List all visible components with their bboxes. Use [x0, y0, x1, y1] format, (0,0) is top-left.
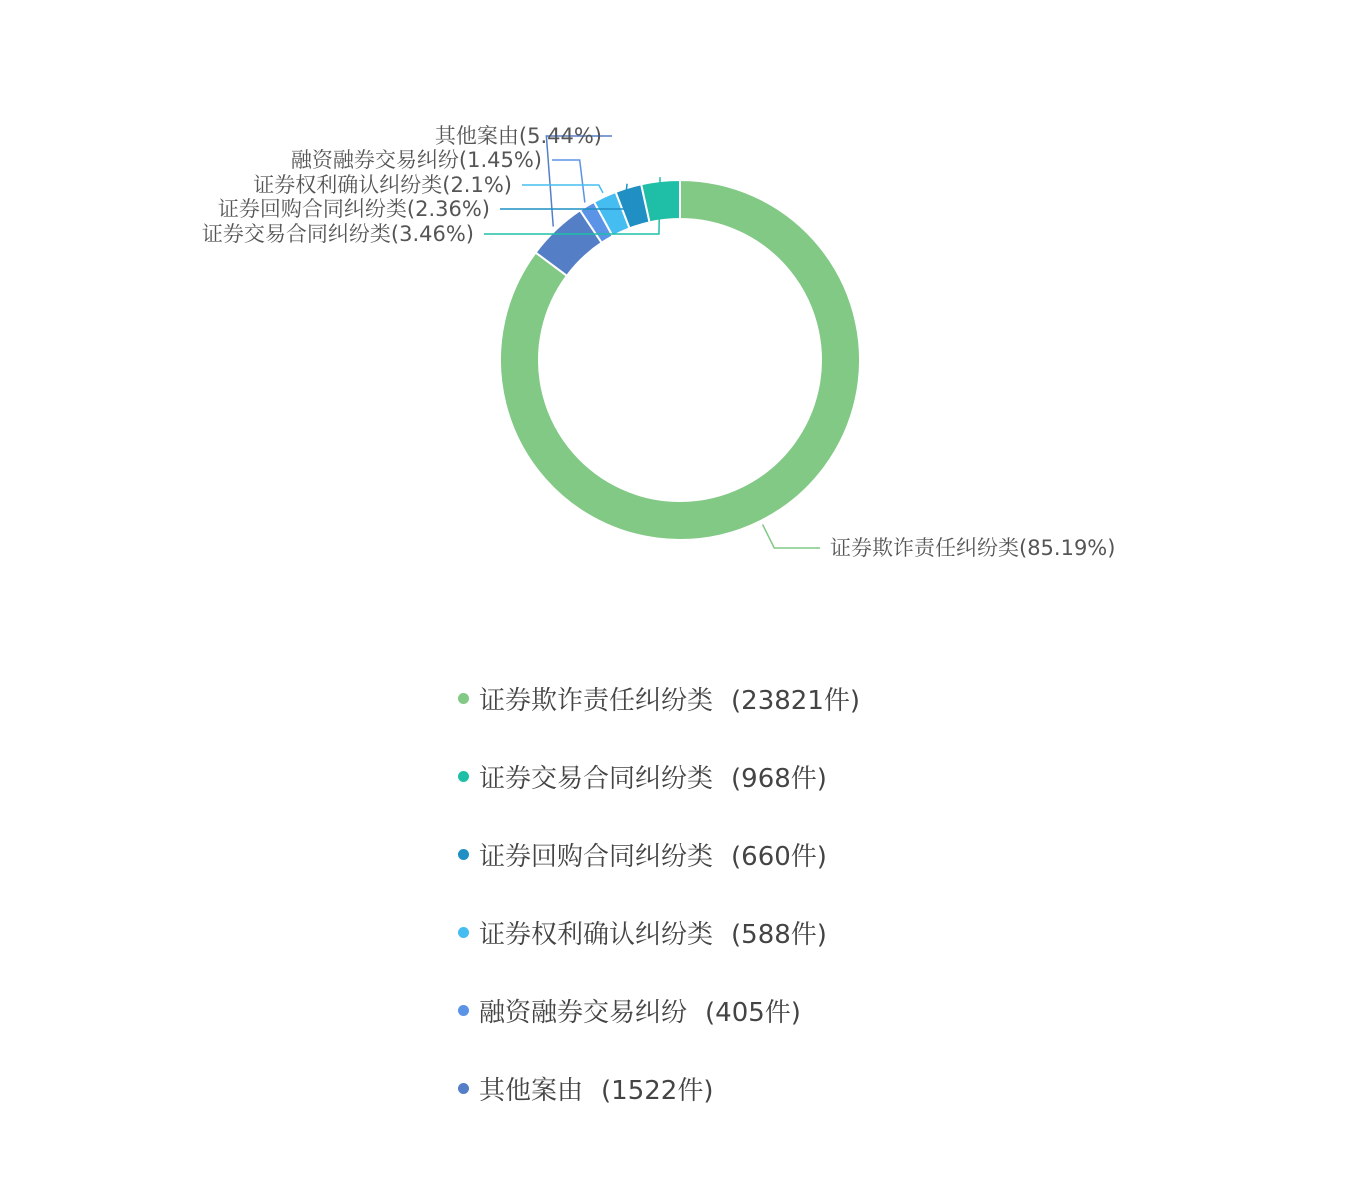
- legend-item-5[interactable]: [458, 1068, 1158, 1146]
- legend-label: 证券欺诈责任纠纷类: [479, 686, 714, 716]
- legend-count: (405件): [705, 998, 801, 1028]
- slice-label-1: 证券交易合同纠纷类(3.46%): [201, 222, 474, 246]
- legend-label: 融资融券交易纠纷: [479, 998, 688, 1028]
- legend-item-1[interactable]: [458, 756, 1158, 834]
- legend-item-3[interactable]: [458, 912, 1158, 990]
- leader-line-0: [763, 524, 820, 548]
- legend-label: 证券回购合同纠纷类: [479, 842, 714, 872]
- leader-line-3: [522, 185, 603, 193]
- legend-label: 证券权利确认纠纷类: [479, 920, 714, 950]
- legend-count: (588件): [731, 920, 827, 950]
- legend-item-0[interactable]: [458, 678, 1158, 756]
- slice-label-4: 融资融券交易纠纷(1.45%): [290, 148, 542, 172]
- legend-marker: [458, 1005, 469, 1016]
- legend-count: (968件): [731, 764, 827, 794]
- legend-marker: [458, 693, 469, 704]
- legend-marker: [458, 771, 469, 782]
- legend-item-4[interactable]: [458, 990, 1158, 1068]
- chart-legend: [458, 678, 1158, 1146]
- legend-count: (23821件): [731, 686, 861, 716]
- slice-label-3: 证券权利确认纠纷类(2.1%): [253, 173, 512, 197]
- legend-marker: [458, 1083, 469, 1094]
- legend-label: 其他案由: [479, 1076, 584, 1106]
- legend-item-2[interactable]: [458, 834, 1158, 912]
- slice-label-0: 证券欺诈责任纠纷类(85.19%): [830, 536, 1116, 560]
- slice-label-2: 证券回购合同纠纷类(2.36%): [217, 197, 490, 221]
- legend-marker: [458, 849, 469, 860]
- legend-count: (1522件): [601, 1076, 714, 1106]
- legend-count: (660件): [731, 842, 827, 872]
- legend-marker: [458, 927, 469, 938]
- leader-line-4: [552, 160, 585, 203]
- slice-label-5: 其他案由(5.44%): [434, 124, 602, 148]
- legend-label: 证券交易合同纠纷类: [479, 764, 714, 794]
